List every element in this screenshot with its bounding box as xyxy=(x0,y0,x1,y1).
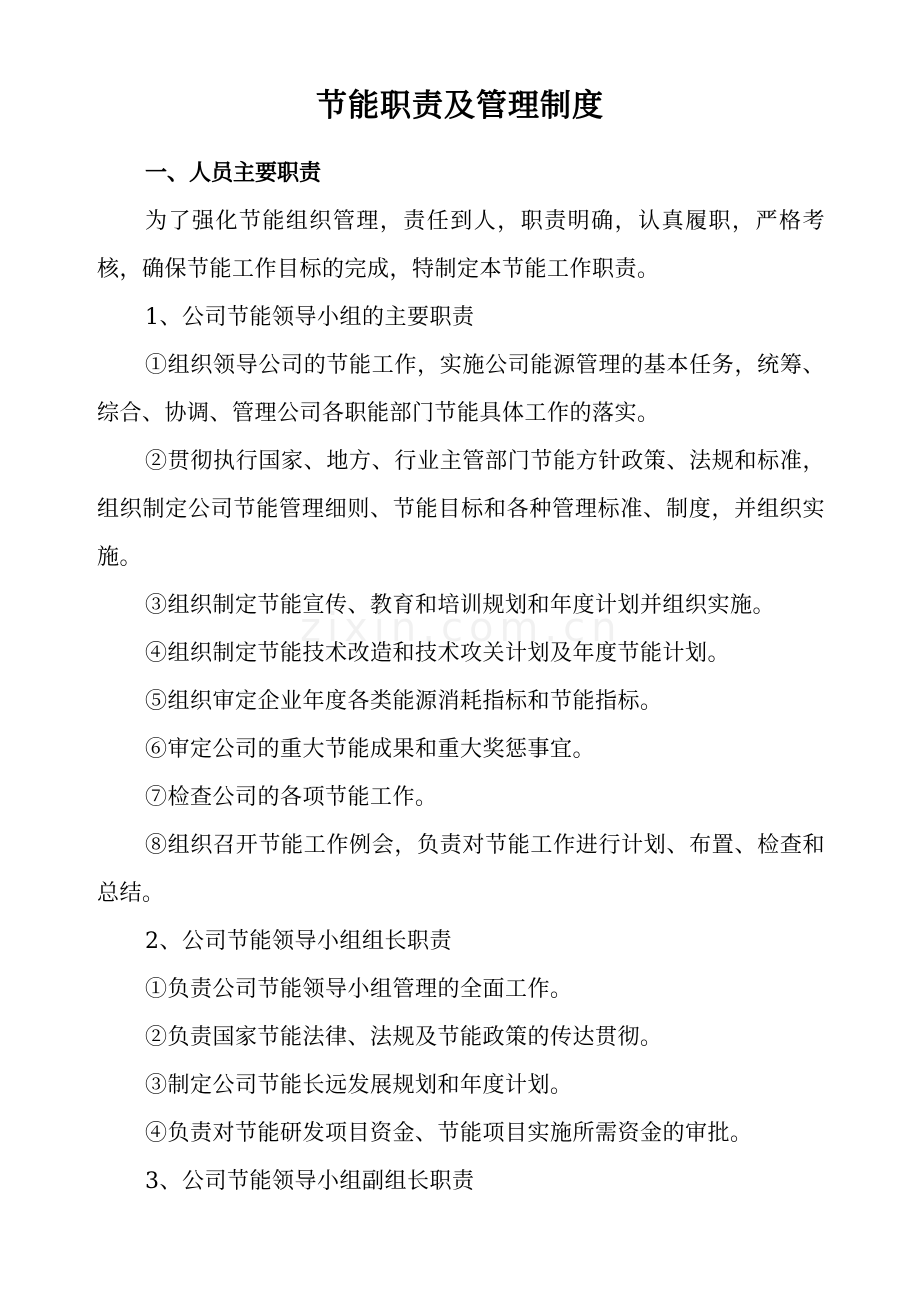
subsection-heading-2: 2、公司节能领导小组组长职责 xyxy=(145,929,452,954)
section-heading: 一、人员主要职责 xyxy=(145,161,322,186)
duty-item: ②贯彻执行国家、地方、行业主管部门节能方针政策、法规和标准，组织制定公司节能管理细则、节能目标和各种管理标准、制度，并组织实施。 xyxy=(97,449,825,570)
duty-item: ⑧组织召开节能工作例会，负责对节能工作进行计划、布置、检查和总结。 xyxy=(97,833,825,906)
duty-item: ④组织制定节能技术改造和技术攻关计划及年度节能计划。 xyxy=(145,641,731,666)
duty-item: ③组织制定节能宣传、教育和培训规划和年度计划并组织实施。 xyxy=(145,593,776,618)
subsection-heading-1: 1、公司节能领导小组的主要职责 xyxy=(145,305,475,330)
duty-item: ④负责对节能研发项目资金、节能项目实施所需资金的审批。 xyxy=(145,1121,753,1146)
duty-item: ②负责国家节能法律、法规及节能政策的传达贯彻。 xyxy=(145,1025,663,1050)
subsection-heading-3: 3、公司节能领导小组副组长职责 xyxy=(145,1169,475,1194)
duty-item: ①负责公司节能领导小组管理的全面工作。 xyxy=(145,977,573,1002)
document-title: 节能职责及管理制度 xyxy=(316,88,604,124)
intro-paragraph: 为了强化节能组织管理，责任到人，职责明确，认真履职，严格考核，确保节能工作目标的完成，特制定本节能工作职责。 xyxy=(97,209,825,282)
duty-item: ③制定公司节能长远发展规划和年度计划。 xyxy=(145,1073,573,1098)
duty-item: ⑦检查公司的各项节能工作。 xyxy=(145,785,438,810)
duty-item: ①组织领导公司的节能工作，实施公司能源管理的基本任务，统筹、综合、协调、管理公司各职能部门节能具体工作的落实。 xyxy=(97,353,825,426)
watermark-text: zixin.com.cn xyxy=(300,605,623,651)
duty-item: ⑥审定公司的重大节能成果和重大奖惩事宜。 xyxy=(145,737,596,762)
document-body xyxy=(97,150,825,1206)
duty-item: ⑤组织审定企业年度各类能源消耗指标和节能指标。 xyxy=(145,689,663,714)
